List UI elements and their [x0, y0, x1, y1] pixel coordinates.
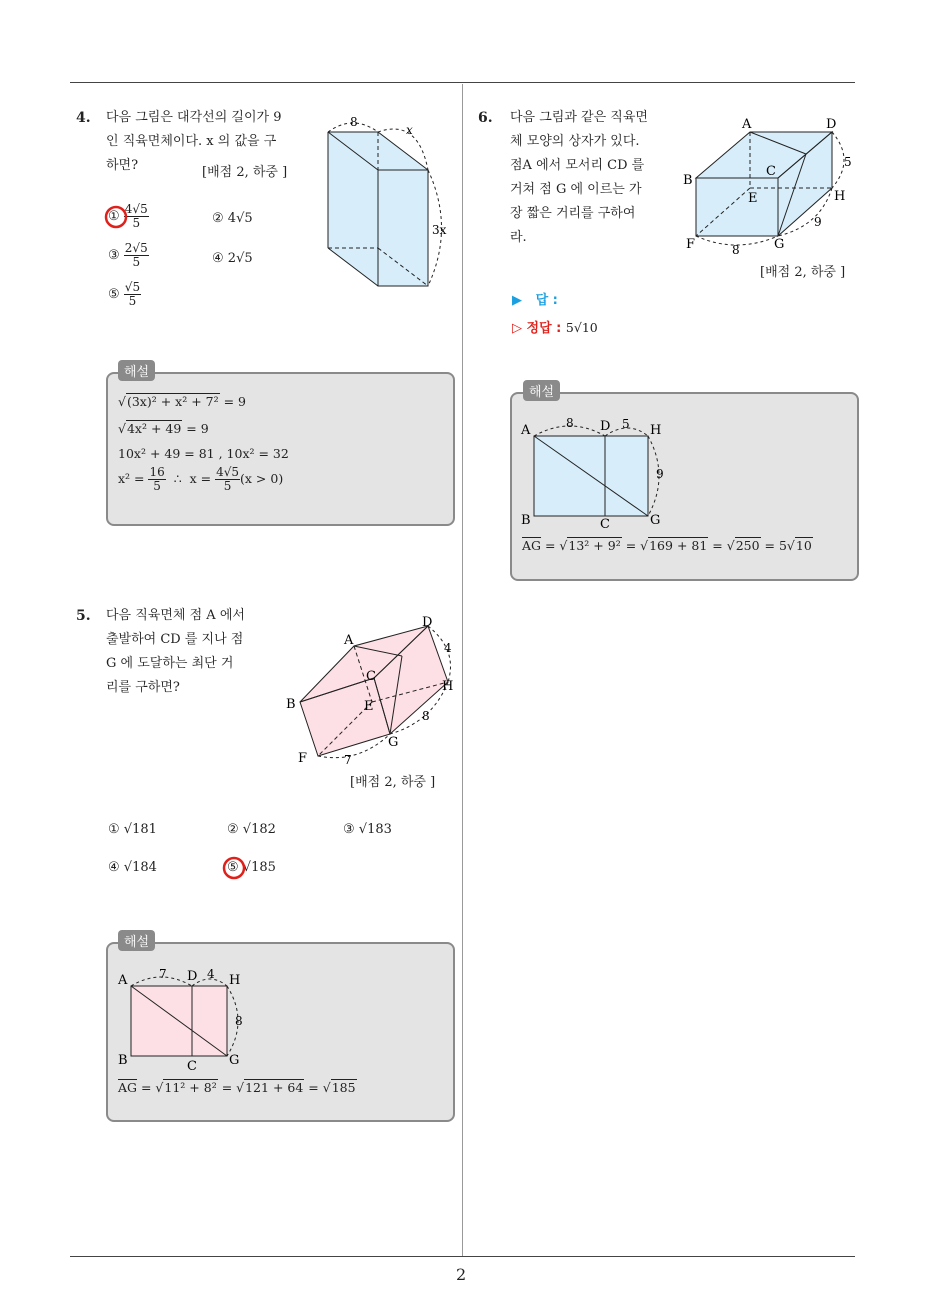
q5-choice-4[interactable]: ④ √184 — [108, 860, 157, 875]
q5-cuboid-figure — [282, 612, 462, 772]
q5-solution-tag: 해설 — [118, 930, 155, 951]
q4-cuboid-figure — [320, 108, 460, 288]
q6-answer-row — [512, 289, 558, 308]
q4-solution-line-3: 10x² + 49 = 81 , 10x² = 32 — [118, 446, 289, 461]
svg-text:F: F — [298, 751, 308, 766]
svg-text:H: H — [834, 189, 846, 204]
q5-choice-2[interactable]: ② √182 — [227, 822, 276, 837]
question-4-number: 4. — [76, 110, 91, 126]
svg-text:G: G — [388, 735, 399, 750]
svg-text:4: 4 — [207, 967, 215, 981]
q4-solution-line-2: √4x² + 49 = 9 — [118, 421, 209, 436]
svg-text:8: 8 — [235, 1014, 243, 1028]
svg-text:D: D — [422, 615, 433, 630]
q4-line-1: 다음 그림은 대각선의 길이가 9 — [106, 110, 282, 125]
q6-solution-tag: 해설 — [523, 380, 560, 401]
q4-line-3: 하면? — [106, 158, 139, 173]
q5-choice-1[interactable]: ① √181 — [108, 822, 157, 837]
svg-text:7: 7 — [159, 967, 167, 981]
svg-text:4: 4 — [444, 641, 452, 655]
play-triangle-icon: ▶ — [512, 293, 522, 308]
svg-text:B: B — [683, 173, 693, 188]
svg-text:D: D — [187, 969, 198, 984]
q6-solution-formula: $\overline{AG} = √13^2 + 9^2 = √169 + 81 = √250 = 5√10$ — [522, 538, 812, 553]
q4-choice-2[interactable]: ② 4√5 — [212, 211, 253, 226]
svg-text:G: G — [229, 1053, 240, 1068]
q4-label-slant: x — [406, 123, 413, 137]
svg-text:A: A — [742, 117, 752, 132]
svg-text:9: 9 — [814, 215, 822, 229]
svg-text:B: B — [521, 513, 531, 528]
question-5-number: 5. — [76, 608, 91, 624]
q4-line-2: 인 직육면체이다. x 의 값을 구 — [106, 134, 277, 149]
svg-text:C: C — [600, 517, 610, 530]
q5-choice-3[interactable]: ③ √183 — [343, 822, 392, 837]
svg-text:B: B — [286, 697, 296, 712]
svg-text:A: A — [521, 423, 531, 438]
svg-text:8: 8 — [566, 416, 574, 430]
column-divider — [462, 84, 463, 1256]
question-6-text: 다음 그림과 같은 직육면 체 모양의 상자가 있다. 점A 에서 모서리 CD 를 거쳐 점 G 에 이르는 가 장 짧은 거리를 구하여 라. — [510, 110, 648, 245]
svg-text:H: H — [229, 973, 241, 988]
svg-text:D: D — [826, 117, 837, 132]
q4-label-top: 8 — [350, 115, 358, 129]
q6-correct-label: 정답 : — [526, 321, 562, 336]
q4-solution-line-1: √(3x)² + x² + 7² = 9 — [118, 394, 246, 409]
q4-label-height: 3x — [432, 223, 447, 237]
q5-choice-5[interactable]: ⑤ √185 — [227, 860, 276, 875]
question-5-text: 다음 직육면체 점 A 에서 출발하여 CD 를 지나 점 G 에 도달하는 최단 거 리를 구하면? — [106, 608, 245, 695]
top-rule — [70, 82, 855, 83]
svg-text:9: 9 — [656, 467, 664, 481]
q4-choice-1-frac: $\frac{4√5}{5}$ — [124, 202, 148, 230]
page-number: 2 — [456, 1265, 467, 1284]
svg-text:D: D — [600, 419, 611, 434]
svg-text:7: 7 — [344, 753, 352, 767]
q4-choice-5[interactable]: ⑤ $\frac{√5}{5}$ — [108, 280, 141, 308]
svg-text:A: A — [118, 973, 128, 988]
q4-solution-line-4: x² = $\frac{16}{5}$ ∴ x = $\frac{4√5}{5}$ (x > 0) — [118, 465, 284, 493]
svg-text:F: F — [686, 237, 696, 252]
svg-text:B: B — [118, 1053, 128, 1068]
q4-choice-1[interactable]: ① $\frac{4√5}{5}$ — [108, 203, 149, 230]
svg-text:H: H — [442, 679, 454, 694]
q5-meta: [배점 2, 하중 ] — [350, 775, 436, 790]
selected-circle-icon — [221, 855, 247, 881]
bottom-rule — [70, 1256, 855, 1257]
svg-text:8: 8 — [422, 709, 430, 723]
svg-text:G: G — [774, 237, 785, 252]
q6-cuboid-figure — [680, 114, 860, 254]
svg-text:5: 5 — [844, 155, 852, 169]
question-6-number: 6. — [478, 110, 493, 126]
svg-text:G: G — [650, 513, 661, 528]
q6-meta: [배점 2, 하중 ] — [760, 265, 846, 280]
q4-meta: [배점 2, 하중 ] — [202, 165, 288, 180]
q4-choice-3[interactable]: ③ $\frac{2√5}{5}$ — [108, 241, 148, 269]
svg-text:E: E — [748, 191, 758, 206]
q6-net-figure — [518, 410, 678, 530]
q6-correct-value: 5√10 — [565, 320, 598, 335]
svg-text:A: A — [344, 633, 354, 648]
q6-correct-row — [512, 317, 598, 336]
q5-solution-formula: $\overline{AG} = √11^2 + 8^2 = √121 + 64 = √185$ — [118, 1080, 356, 1095]
svg-text:C: C — [366, 669, 376, 684]
svg-text:8: 8 — [732, 243, 740, 254]
svg-text:E: E — [364, 699, 374, 714]
svg-text:H: H — [650, 423, 662, 438]
q4-choice-4[interactable]: ④ 2√5 — [212, 251, 253, 266]
q4-solution-tag: 해설 — [118, 360, 155, 381]
q5-net-figure — [115, 962, 265, 1072]
outline-triangle-icon: ▷ — [512, 321, 522, 336]
svg-text:C: C — [766, 164, 776, 179]
svg-text:5: 5 — [622, 417, 630, 431]
selected-circle-icon — [103, 204, 129, 230]
q6-answer-label: 답 : — [535, 293, 558, 308]
svg-text:C: C — [187, 1059, 197, 1072]
